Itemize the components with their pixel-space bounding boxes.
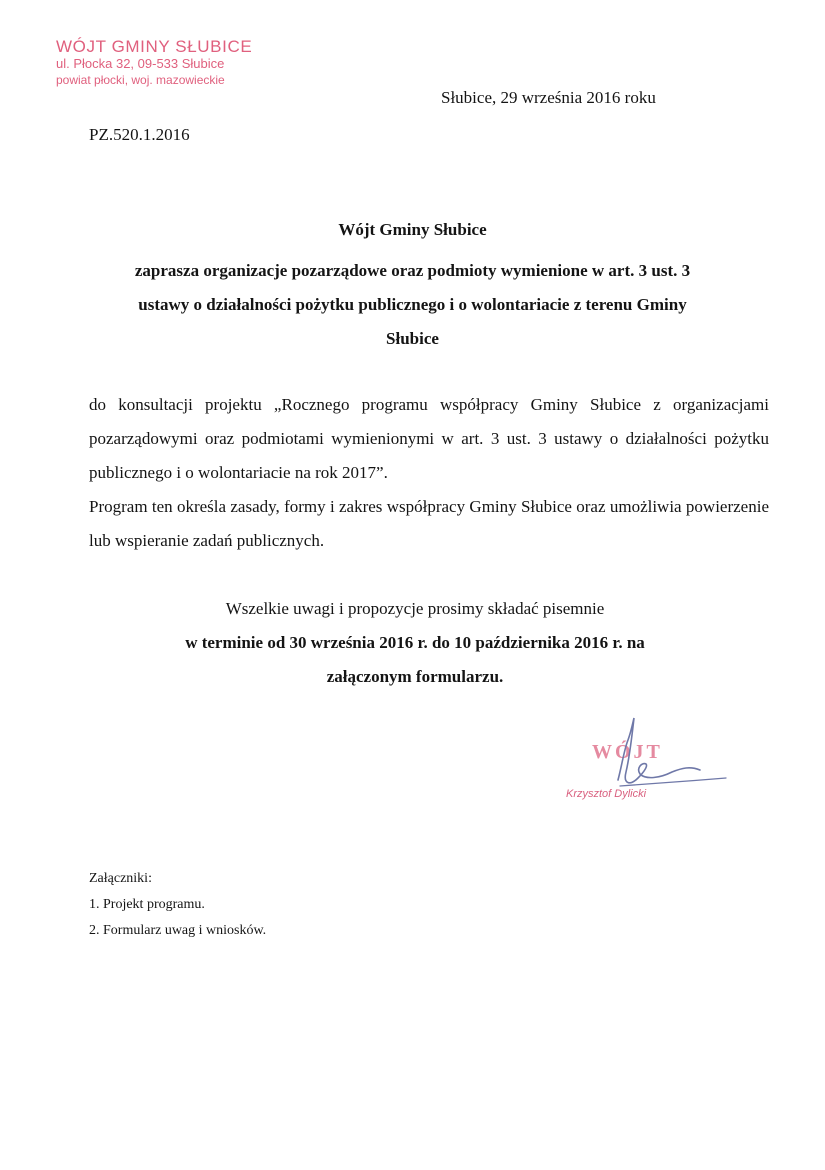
stamp-title: WÓJT GMINY SŁUBICE xyxy=(56,37,253,56)
body-paragraph-2: Program ten określa zasady, formy i zakres współpracy Gminy Słubice oraz umożliwia powierzenie lub wspieranie zadań publicznych. xyxy=(89,497,769,550)
office-stamp xyxy=(56,38,256,89)
subtitle-line-3: Słubice xyxy=(386,329,439,348)
closing-line-3: załączonym formularzu. xyxy=(326,667,504,686)
signature-stamp-title: WÓJT xyxy=(592,741,663,763)
body-text xyxy=(89,388,769,558)
title-block xyxy=(80,218,745,356)
subtitle-line-1: zaprasza organizacje pozarządowe oraz podmioty wymienione w art. 3 ust. 3 xyxy=(134,261,691,280)
closing-line-1: Wszelkie uwagi i propozycje prosimy składać pisemnie xyxy=(225,599,605,618)
stamp-address: ul. Płocka 32, 09-533 Słubice xyxy=(56,56,225,71)
attachments xyxy=(89,868,266,944)
attachments-heading: Załączniki: xyxy=(89,871,152,886)
signature-block xyxy=(560,710,735,810)
subtitle-line-2: ustawy o działalności pożytku publicznego i o wolontariacie z terenu Gminy xyxy=(138,295,687,314)
attachment-item: 1. Projekt programu. xyxy=(89,897,205,912)
stamp-region: powiat płocki, woj. mazowieckie xyxy=(56,73,225,87)
document-heading: Wójt Gminy Słubice xyxy=(338,220,487,239)
attachments-list xyxy=(89,892,266,944)
reference-number: PZ.520.1.2016 xyxy=(89,125,190,144)
closing-line-2: w terminie od 30 września 2016 r. do 10 października 2016 r. na xyxy=(185,633,645,652)
body-paragraph-1: do konsultacji projektu „Rocznego programu współpracy Gminy Słubice z organizacjami pozarządowymi oraz podmiotami wymienionymi w art. 3 ust. 3 ustawy o działalności pożytku publicznego i o wolontariacie na rok 2017”. xyxy=(89,395,769,482)
signature-stroke xyxy=(618,718,700,783)
attachment-item: 2. Formularz uwag i wniosków. xyxy=(89,923,267,938)
place-date: Słubice, 29 września 2016 roku xyxy=(441,88,656,107)
closing-block xyxy=(90,592,740,694)
signature-stamp-name: Krzysztof Dylicki xyxy=(566,788,647,800)
